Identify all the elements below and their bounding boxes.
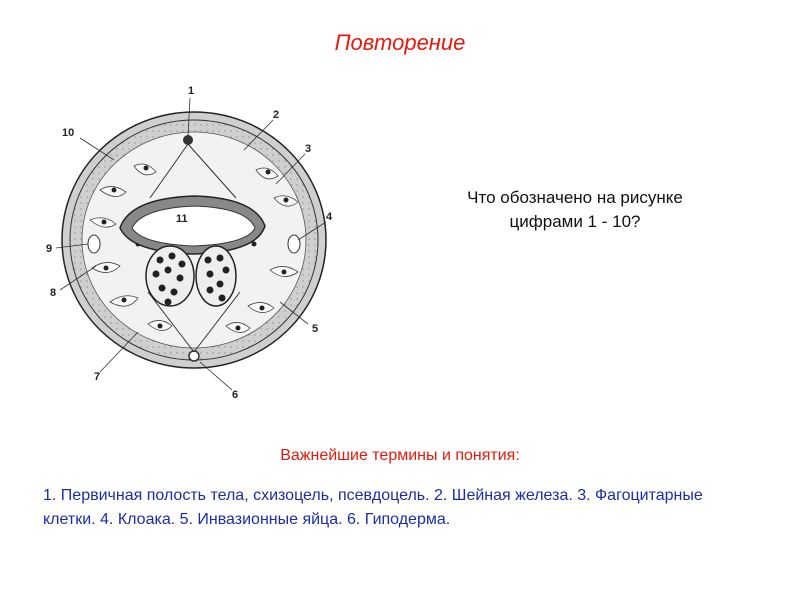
label-2: 2 bbox=[273, 109, 280, 121]
dorsal-nerve-cord bbox=[183, 135, 193, 145]
label-9: 9 bbox=[46, 243, 53, 255]
terms-text: 1. Первичная полость тела, схизоцель, псевдоцель. 2. Шейная железа. 3. Фагоцитарные клетки. 4. Клоака. 5. Инвазионные яйца. 6. Гиподерма. bbox=[43, 487, 703, 528]
label-5: 5 bbox=[312, 323, 319, 335]
left-lateral-line bbox=[88, 235, 100, 253]
terms-heading: Важнейшие термины и понятия: bbox=[280, 447, 520, 464]
label-6: 6 bbox=[232, 389, 239, 401]
label-3: 3 bbox=[305, 143, 312, 155]
question-line-2: цифрами 1 - 10? bbox=[509, 212, 641, 231]
roundworm-cross-section-diagram bbox=[30, 80, 360, 410]
label-8: 8 bbox=[50, 287, 57, 299]
label-7: 7 bbox=[94, 371, 101, 383]
ventral-nerve-cord bbox=[189, 351, 199, 361]
label-10: 10 bbox=[62, 127, 75, 139]
slide-title: Повторение bbox=[334, 30, 466, 55]
question-text bbox=[410, 186, 740, 234]
right-lateral-line bbox=[288, 235, 300, 253]
label-4: 4 bbox=[326, 211, 333, 223]
label-1: 1 bbox=[188, 85, 195, 97]
label-11: 11 bbox=[176, 213, 188, 225]
right-ovary bbox=[196, 246, 236, 306]
question-line-1: Что обозначено на рисунке bbox=[467, 188, 683, 207]
